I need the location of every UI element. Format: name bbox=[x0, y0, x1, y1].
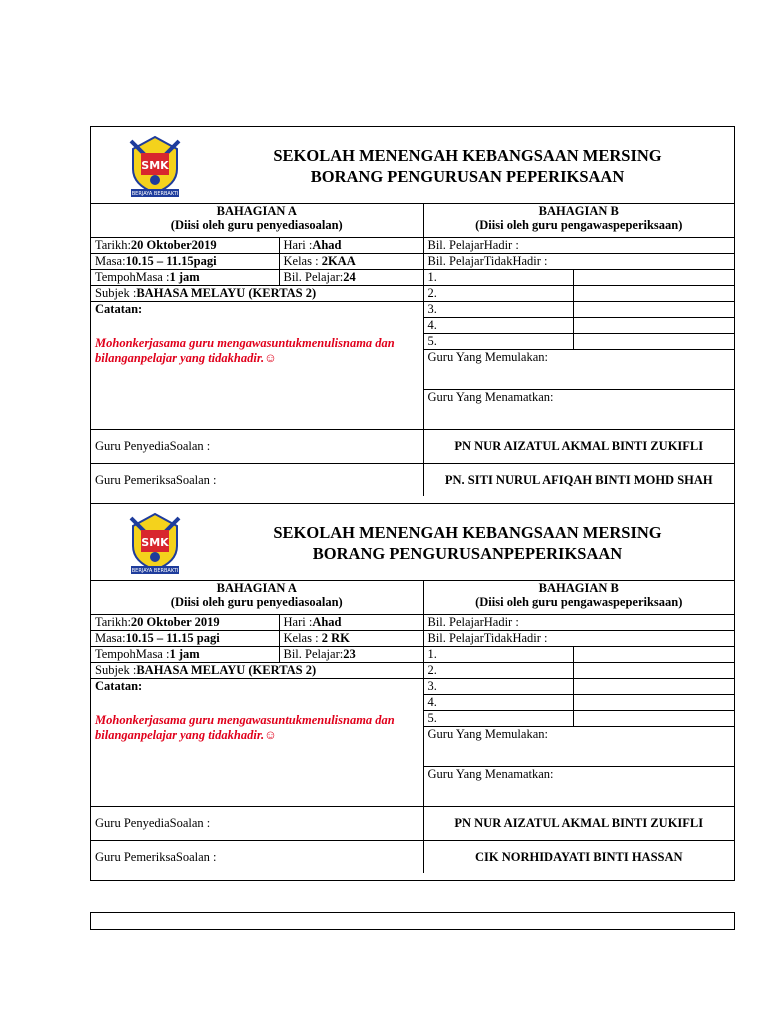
absent-number-5: 5. bbox=[423, 333, 573, 349]
section-b-header: BAHAGIAN B (Diisi oleh guru pengawaspeperiksaan) bbox=[423, 204, 734, 237]
memulakan-cell[interactable]: Guru Yang Memulakan: bbox=[423, 349, 734, 389]
absent-number-2: 2. bbox=[423, 285, 573, 301]
exam-form-2 bbox=[90, 503, 735, 881]
absent-number-3: 3. bbox=[423, 301, 573, 317]
section-a-header: BAHAGIAN A (Diisi oleh guru penyediasoalan) bbox=[91, 581, 423, 614]
absent-number-4: 4. bbox=[423, 317, 573, 333]
absent-entry-5[interactable] bbox=[573, 333, 734, 349]
absent-entry-1[interactable] bbox=[573, 269, 734, 285]
logo-motto: BERJAYA BERBAKTI bbox=[131, 568, 179, 574]
masa-cell: Masa:10.15 – 11.15 pagi bbox=[91, 630, 279, 646]
hadir-cell[interactable]: Bil. PelajarHadir : bbox=[423, 237, 734, 253]
hari-cell: Hari :Ahad bbox=[279, 614, 423, 630]
kelas-cell: Kelas : 2 RK bbox=[279, 630, 423, 646]
absent-entry-3[interactable] bbox=[573, 678, 734, 694]
pemeriksa-name: CIK NORHIDAYATI BINTI HASSAN bbox=[423, 840, 734, 873]
absent-number-2: 2. bbox=[423, 662, 573, 678]
logo-motto: BERJAYA BERBAKTI bbox=[131, 191, 179, 197]
form-title: BORANG PENGURUSAN PEPERIKSAAN bbox=[310, 167, 625, 186]
tarikh-cell: Tarikh:20 Oktober 2019 bbox=[91, 614, 279, 630]
catatan-note: Mohonkerjasama guru mengawasuntukmenulisnama dan bilanganpelajar yang tidakhadir.☺ bbox=[95, 335, 395, 365]
svg-text:SMK: SMK bbox=[141, 536, 169, 549]
penyedia-label: Guru PenyediaSoalan : bbox=[91, 806, 423, 840]
form-table bbox=[91, 204, 734, 496]
absent-number-1: 1. bbox=[423, 646, 573, 662]
memulakan-cell[interactable]: Guru Yang Memulakan: bbox=[423, 726, 734, 766]
school-name: SEKOLAH MENENGAH KEBANGSAAN MERSING bbox=[273, 146, 662, 165]
tempoh-cell: TempohMasa :1 jam bbox=[91, 269, 279, 285]
absent-entry-4[interactable] bbox=[573, 317, 734, 333]
school-crest-icon bbox=[127, 512, 183, 576]
bil-pelajar-cell: Bil. Pelajar:23 bbox=[279, 646, 423, 662]
hadir-cell[interactable]: Bil. PelajarHadir : bbox=[423, 614, 734, 630]
menamatkan-cell[interactable]: Guru Yang Menamatkan: bbox=[423, 389, 734, 429]
absent-number-3: 3. bbox=[423, 678, 573, 694]
catatan-cell: Catatan: Mohonkerjasama guru mengawasuntukmenulisnama dan bilanganpelajar yang tidakhadir.☺ bbox=[91, 678, 423, 806]
tidak-hadir-cell[interactable]: Bil. PelajarTidakHadir : bbox=[423, 253, 734, 269]
absent-entry-3[interactable] bbox=[573, 301, 734, 317]
menamatkan-cell[interactable]: Guru Yang Menamatkan: bbox=[423, 766, 734, 806]
form-table bbox=[91, 581, 734, 873]
penyedia-name: PN NUR AIZATUL AKMAL BINTI ZUKIFLI bbox=[423, 806, 734, 840]
school-crest-icon bbox=[127, 135, 183, 199]
absent-number-4: 4. bbox=[423, 694, 573, 710]
absent-entry-2[interactable] bbox=[573, 285, 734, 301]
school-name: SEKOLAH MENENGAH KEBANGSAAN MERSING bbox=[273, 523, 662, 542]
absent-entry-5[interactable] bbox=[573, 710, 734, 726]
tempoh-cell: TempohMasa :1 jam bbox=[91, 646, 279, 662]
catatan-cell: Catatan: Mohonkerjasama guru mengawasuntukmenulisnama dan bilanganpelajar yang tidakhadir.☺ bbox=[91, 301, 423, 429]
subjek-cell: Subjek :BAHASA MELAYU (KERTAS 2) bbox=[91, 662, 423, 678]
section-a-header: BAHAGIAN A (Diisi oleh guru penyediasoalan) bbox=[91, 204, 423, 237]
subjek-cell: Subjek :BAHASA MELAYU (KERTAS 2) bbox=[91, 285, 423, 301]
kelas-cell: Kelas : 2KAA bbox=[279, 253, 423, 269]
bottom-empty-box bbox=[90, 912, 735, 930]
absent-number-5: 5. bbox=[423, 710, 573, 726]
penyedia-label: Guru PenyediaSoalan : bbox=[91, 429, 423, 463]
masa-cell: Masa:10.15 – 11.15pagi bbox=[91, 253, 279, 269]
catatan-note: Mohonkerjasama guru mengawasuntukmenulisnama dan bilanganpelajar yang tidakhadir.☺ bbox=[95, 712, 395, 742]
svg-text:SMK: SMK bbox=[141, 159, 169, 172]
absent-number-1: 1. bbox=[423, 269, 573, 285]
absent-entry-1[interactable] bbox=[573, 646, 734, 662]
form-title: BORANG PENGURUSANPEPERIKSAAN bbox=[312, 544, 623, 563]
form-header bbox=[91, 127, 734, 204]
absent-entry-4[interactable] bbox=[573, 694, 734, 710]
tidak-hadir-cell[interactable]: Bil. PelajarTidakHadir : bbox=[423, 630, 734, 646]
section-b-header: BAHAGIAN B (Diisi oleh guru pengawaspeperiksaan) bbox=[423, 581, 734, 614]
pemeriksa-label: Guru PemeriksaSoalan : bbox=[91, 840, 423, 873]
absent-entry-2[interactable] bbox=[573, 662, 734, 678]
pemeriksa-name: PN. SITI NURUL AFIQAH BINTI MOHD SHAH bbox=[423, 463, 734, 496]
penyedia-name: PN NUR AIZATUL AKMAL BINTI ZUKIFLI bbox=[423, 429, 734, 463]
bil-pelajar-cell: Bil. Pelajar:24 bbox=[279, 269, 423, 285]
pemeriksa-label: Guru PemeriksaSoalan : bbox=[91, 463, 423, 496]
form-header bbox=[91, 504, 734, 581]
tarikh-cell: Tarikh:20 Oktober2019 bbox=[91, 237, 279, 253]
exam-form-1 bbox=[90, 126, 735, 504]
hari-cell: Hari :Ahad bbox=[279, 237, 423, 253]
